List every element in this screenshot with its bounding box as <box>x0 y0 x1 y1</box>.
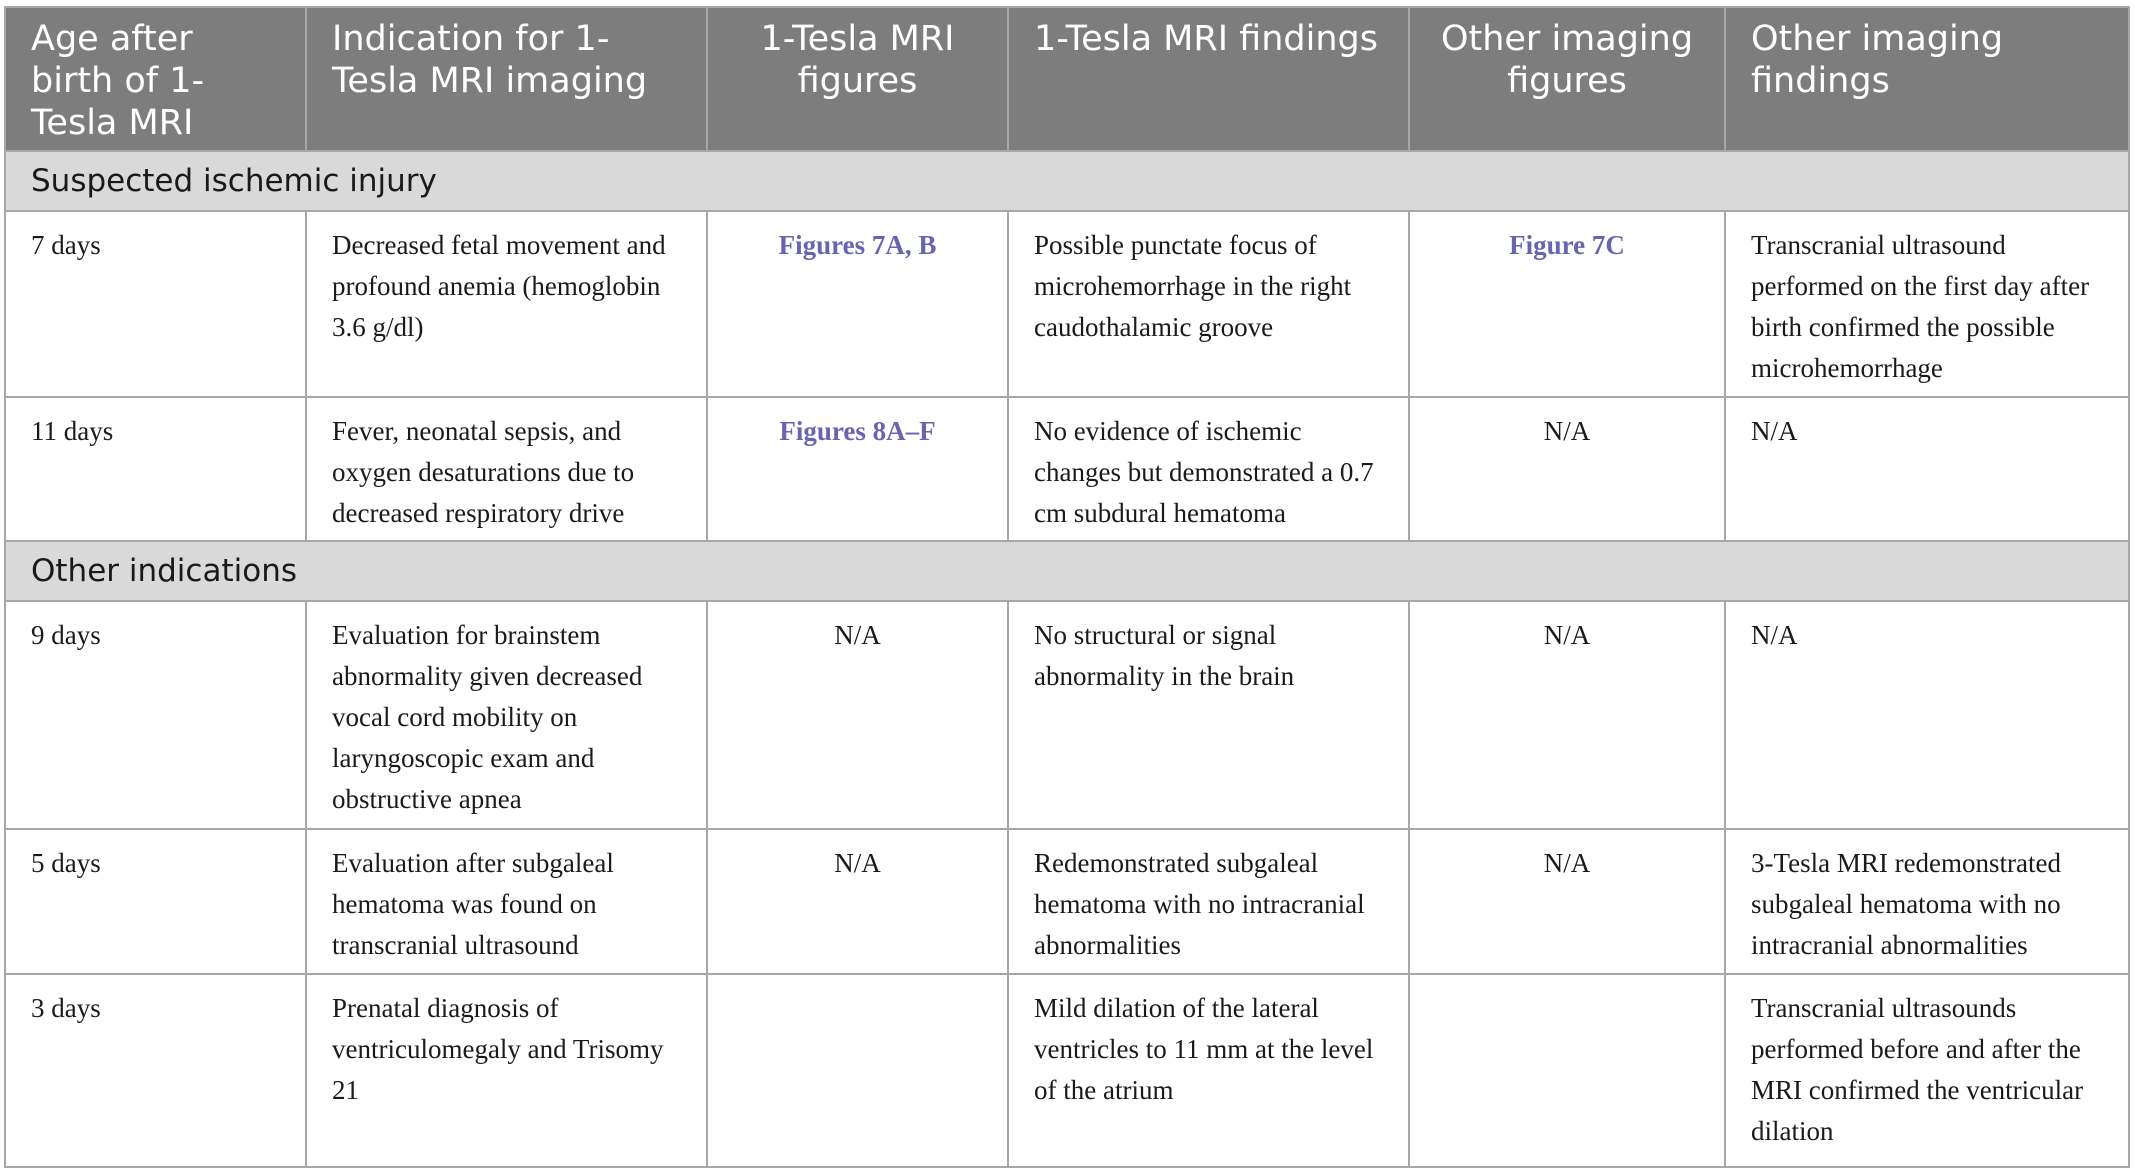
figure-link[interactable]: Figures 8A–F <box>779 416 936 446</box>
cell-mri-findings: Redemonstrated subgaleal hematoma with no intracranial abnormalities <box>1008 829 1409 974</box>
cell-mri-figures <box>707 211 1008 397</box>
cell-mri-findings: No structural or signal abnormality in the brain <box>1008 601 1409 829</box>
cell-mri-figures <box>707 397 1008 541</box>
section-title: Other indications <box>5 541 2129 601</box>
cell-mri-figures <box>707 974 1008 1167</box>
header-row <box>5 7 2129 151</box>
cell-other-figures <box>1409 974 1725 1167</box>
cell-other-figures: N/A <box>1409 829 1725 974</box>
column-header-other-findings: Other imaging findings <box>1725 7 2129 151</box>
table-body <box>5 151 2129 1167</box>
cell-other-figures: N/A <box>1409 601 1725 829</box>
section-row-other-indications <box>5 541 2129 601</box>
column-header-indication: Indication for 1-Tesla MRI imaging <box>306 7 707 151</box>
table-header <box>5 7 2129 151</box>
cell-indication: Evaluation after subgaleal hematoma was found on transcranial ultrasound <box>306 829 707 974</box>
cell-age: 3 days <box>5 974 306 1167</box>
column-header-mri-figures: 1-Tesla MRI figures <box>707 7 1008 151</box>
cell-indication: Prenatal diagnosis of ventriculomegaly and Trisomy 21 <box>306 974 707 1167</box>
cell-age: 11 days <box>5 397 306 541</box>
cell-mri-findings: Mild dilation of the lateral ventricles to 11 mm at the level of the atrium <box>1008 974 1409 1167</box>
cell-mri-figures: N/A <box>707 601 1008 829</box>
cell-age: 5 days <box>5 829 306 974</box>
section-title: Suspected ischemic injury <box>5 151 2129 211</box>
figure-link[interactable]: Figures 7A, B <box>778 230 937 260</box>
column-header-age: Age after birth of 1-Tesla MRI <box>5 7 306 151</box>
column-header-other-figures: Other imaging figures <box>1409 7 1725 151</box>
cell-other-findings: Transcranial ultrasound performed on the first day after birth confirmed the possible microhemorrhage <box>1725 211 2129 397</box>
cell-indication: Evaluation for brainstem abnormality given decreased vocal cord mobility on laryngoscopic exam and obstructive apnea <box>306 601 707 829</box>
cell-age: 7 days <box>5 211 306 397</box>
cell-indication: Decreased fetal movement and profound anemia (hemoglobin 3.6 g/dl) <box>306 211 707 397</box>
column-header-mri-findings: 1-Tesla MRI findings <box>1008 7 1409 151</box>
figure-link[interactable]: Figure 7C <box>1509 230 1625 260</box>
mri-findings-table <box>4 6 2130 1168</box>
table-row <box>5 974 2129 1167</box>
cell-other-findings: 3-Tesla MRI redemonstrated subgaleal hematoma with no intracranial abnormalities <box>1725 829 2129 974</box>
table-row <box>5 601 2129 829</box>
cell-mri-findings: Possible punctate focus of microhemorrhage in the right caudothalamic groove <box>1008 211 1409 397</box>
cell-other-figures: N/A <box>1409 397 1725 541</box>
table-row <box>5 211 2129 397</box>
cell-other-findings: N/A <box>1725 397 2129 541</box>
cell-other-findings: Transcranial ultrasounds performed before and after the MRI confirmed the ventricular dilation <box>1725 974 2129 1167</box>
cell-mri-findings: No evidence of ischemic changes but demonstrated a 0.7 cm subdural hematoma <box>1008 397 1409 541</box>
cell-other-figures <box>1409 211 1725 397</box>
section-row-suspected-ischemic-injury <box>5 151 2129 211</box>
cell-age: 9 days <box>5 601 306 829</box>
cell-other-findings: N/A <box>1725 601 2129 829</box>
table-row <box>5 829 2129 974</box>
cell-mri-figures: N/A <box>707 829 1008 974</box>
table-row <box>5 397 2129 541</box>
cell-indication: Fever, neonatal sepsis, and oxygen desaturations due to decreased respiratory drive <box>306 397 707 541</box>
